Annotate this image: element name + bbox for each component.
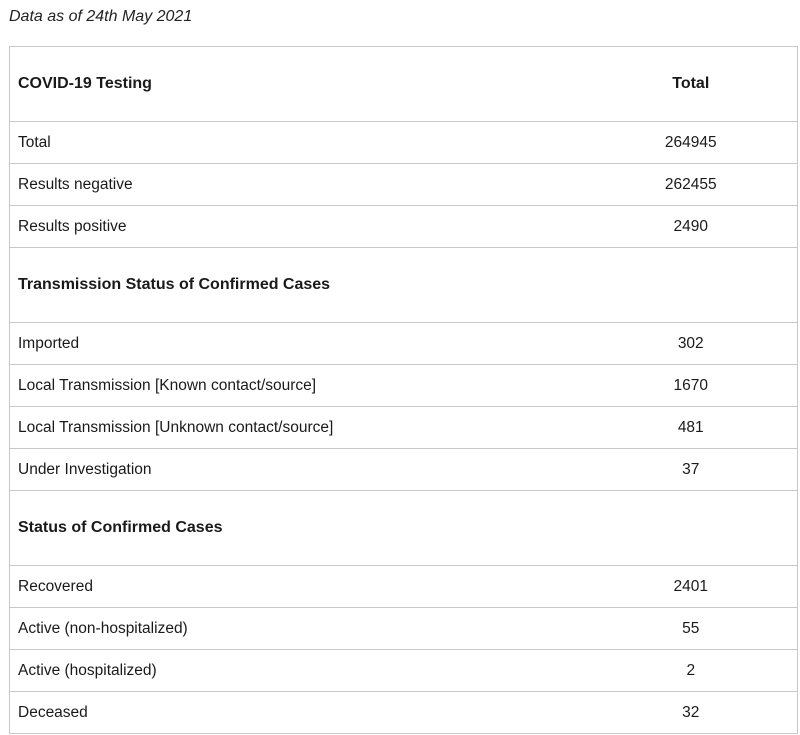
row-label: Results positive	[10, 206, 585, 248]
row-value: 2490	[585, 206, 798, 248]
row-value: 55	[585, 608, 798, 650]
row-label: Local Transmission [Unknown contact/source]	[10, 407, 585, 449]
table-header-row	[10, 47, 798, 122]
section-title: Status of Confirmed Cases	[10, 491, 585, 566]
table-row	[10, 164, 798, 206]
section-title-spacer	[585, 491, 798, 566]
row-value: 302	[585, 323, 798, 365]
table-row	[10, 692, 798, 734]
row-label: Imported	[10, 323, 585, 365]
table-row	[10, 365, 798, 407]
row-label: Deceased	[10, 692, 585, 734]
row-label: Results negative	[10, 164, 585, 206]
table-row	[10, 608, 798, 650]
row-value: 481	[585, 407, 798, 449]
table-row	[10, 650, 798, 692]
data-as-of-note: Data as of 24th May 2021	[9, 8, 193, 25]
table-row	[10, 407, 798, 449]
row-value: 264945	[585, 122, 798, 164]
column-header-testing: COVID-19 Testing	[10, 47, 585, 122]
row-value: 32	[585, 692, 798, 734]
row-label: Local Transmission [Known contact/source]	[10, 365, 585, 407]
row-label: Under Investigation	[10, 449, 585, 491]
section-title: Transmission Status of Confirmed Cases	[10, 248, 585, 323]
section-header-transmission	[10, 248, 798, 323]
row-value: 2	[585, 650, 798, 692]
table-row	[10, 449, 798, 491]
row-label: Active (non-hospitalized)	[10, 608, 585, 650]
row-value: 37	[585, 449, 798, 491]
section-title-spacer	[585, 248, 798, 323]
row-value: 2401	[585, 566, 798, 608]
covid-stats-table	[9, 46, 798, 734]
section-header-status	[10, 491, 798, 566]
row-label: Active (hospitalized)	[10, 650, 585, 692]
row-value: 1670	[585, 365, 798, 407]
column-header-total: Total	[585, 47, 798, 122]
table-row	[10, 323, 798, 365]
table-row	[10, 566, 798, 608]
row-label: Total	[10, 122, 585, 164]
row-label: Recovered	[10, 566, 585, 608]
row-value: 262455	[585, 164, 798, 206]
table-row	[10, 122, 798, 164]
table-row	[10, 206, 798, 248]
